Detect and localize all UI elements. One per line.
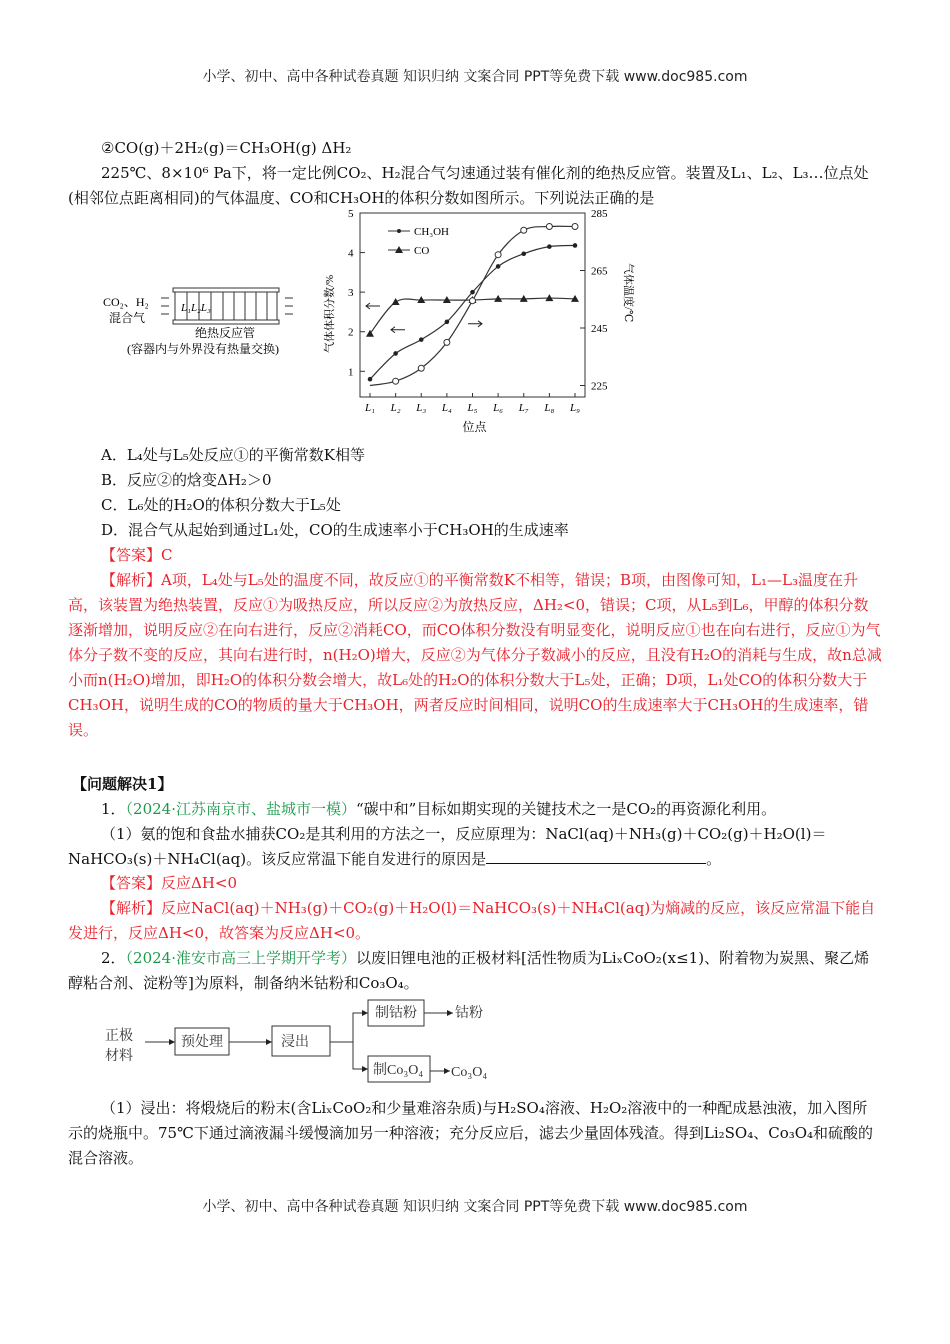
temperature-point	[572, 224, 578, 230]
reactor-note: (容器内与外界没有热量交换)	[127, 342, 279, 356]
analysis-1: 【解析】A项，L₄处与L₅处的温度不同，故反应①的平衡常数K不相等，错误；B项，由图像可知，L₁—L₃温度在升高，该装置为绝热装置，反应①为吸热反应，所以反应②为放热反应，ΔH₂<0，错误；C项，从L₅到L₆，甲醇的体积分数逐渐增加，说明反应②在向右进行，反应②消耗CO，而CO体积分数没有明显变化，说明反应①也在向右进行，反应①为气体分子数不变的反应，其向右进行时，n(H₂O)增大，反应②为气体分子数减小的反应，且没有H₂O的消耗与生成，故n总减小而n(H₂O)增加，即H₂O的体积分数会增大，故L₆处的H₂O的体积分数大于L₅处，正确；D项，L₁处CO的体积分数大于CH₃OH，说明生成的CO的物质的量大于CH₃OH，两者反应时间相同，说明CO的生成速率大于CH₃OH的生成速率，错误。	[68, 571, 882, 739]
option-b: B．反应②的焓变ΔH₂＞0	[101, 471, 272, 489]
q2-sub1: （1）浸出：将煅烧后的粉末(含LiₓCoO₂和少量难溶杂质)与H₂SO₄溶液、H₂O₂溶液中的一种配成悬浊液，加入图所示的烧瓶中。75℃下通过滴液漏斗缓慢滴加另一种溶液；充分反应后，滤去少量固体残渣。得到Li₂SO₄、Co₃O₄和硫酸的混合溶液。	[68, 1099, 874, 1167]
temperature-point	[521, 227, 527, 233]
y-tick-label: 3	[348, 287, 354, 300]
page-footer: 小学、初中、高中各种试卷真题 知识归纳 文案合同 PPT等免费下载 www.doc985.com	[202, 1199, 748, 1215]
legend-marker-ch3oh	[397, 229, 401, 233]
reactor-name: 绝热反应管	[195, 326, 256, 340]
series-line-0	[370, 245, 575, 379]
reactor-diagram	[95, 280, 315, 360]
q2-source: （2024·淮安市高三上学期开学考）	[125, 949, 356, 967]
temperature-point	[393, 378, 399, 384]
question-intro: 225℃、8×10⁶ Pa下，将一定比例CO₂、H₂混合气匀速通过装有催化剂的绝热反应管。装置及L₁、L₂、L₃…位点处(相邻位点距离相同)的气体温度、CO和CH₃OH的体积分数如图所示。下列说法正确的是	[68, 164, 869, 207]
temperature-point	[418, 365, 424, 371]
temperature-point	[495, 252, 501, 258]
x-tick-label: L₁	[365, 402, 375, 414]
flow-out-cobalt: 钴粉	[455, 1006, 483, 1021]
q1-number: 1．	[101, 800, 126, 818]
question-2	[68, 946, 882, 996]
option-a: A．L₄处与L₅处反应①的平衡常数K相等	[101, 446, 365, 464]
temperature-point	[470, 298, 476, 304]
axis-pointer-arrow	[468, 321, 482, 327]
ch3oh-point	[521, 251, 526, 256]
x-tick-label: L₂	[390, 402, 401, 414]
x-tick-label: L₃	[416, 402, 427, 414]
inlet-label-2: 混合气	[109, 311, 146, 325]
ch3oh-point	[496, 264, 501, 269]
flow-start-2: 材料	[105, 1049, 133, 1064]
y-tick-label: 4	[348, 247, 354, 260]
q2-stem: 以废旧锂电池的正极材料[活性物质为LiₓCoO₂(x≤1)、附着物为炭黑、聚乙烯醇粘合剂、淀粉等]为原料，制备纳米钴粉和Co₃O₄。	[68, 949, 870, 992]
ch3oh-point	[445, 320, 450, 325]
q1-stem: “碳中和”目标如期实现的关键技术之一是CO₂的再资源化利用。	[356, 800, 777, 818]
temperature-point	[444, 339, 450, 345]
y-tick-label: 1	[348, 366, 354, 379]
ch3oh-point	[419, 337, 424, 342]
ch3oh-point	[547, 244, 552, 249]
flow-step-pretreat: 预处理	[181, 1035, 223, 1050]
page-header: 小学、初中、高中各种试卷真题 知识归纳 文案合同 PPT等免费下载 www.doc985.com	[202, 69, 748, 85]
temperature-point	[546, 224, 552, 230]
y2-tick-label: 225	[591, 380, 608, 393]
y2-axis-label: 气体温度/℃	[622, 263, 634, 323]
x-tick-label: L₄	[441, 402, 452, 414]
axis-pointer-arrow	[391, 327, 405, 333]
flow-diagram	[95, 995, 515, 1087]
co-point	[392, 298, 400, 305]
position-labels: L₁L₂L₃	[181, 302, 211, 314]
q1-sub1-text: （1）氨的饱和食盐水捕获CO₂是其利用的方法之一，反应原理为：NaCl(aq)＋NH₃(g)＋CO₂(g)＋H₂O(l)＝NaHCO₃(s)＋NH₄Cl(aq)。该反应常温下能自发进行的原因是	[68, 825, 827, 868]
q1-analysis: 【解析】反应NaCl(aq)＋NH₃(g)＋CO₂(g)＋H₂O(l)＝NaHCO₃(s)＋NH₄Cl(aq)为熵减的反应，该反应常温下能自发进行，反应ΔH<0，故答案为反应ΔH<0。	[68, 899, 876, 942]
y2-tick-label: 265	[591, 265, 608, 278]
x-axis-label: 位点	[462, 420, 487, 434]
q2-number: 2．	[101, 949, 126, 967]
y2-tick-label: 285	[591, 208, 608, 220]
legend-label-ch3oh: CH₃OH	[414, 226, 450, 238]
option-d: D．混合气从起始到通过L₁处，CO的生成速率小于CH₃OH的生成速率	[101, 521, 569, 539]
flow-branch-co3o4: 制Co₃O₄	[373, 1063, 424, 1078]
reaction-2: ②CO(g)＋2H₂(g)＝CH₃OH(g) ΔH₂	[101, 139, 352, 157]
flow-step-leach: 浸出	[281, 1035, 309, 1050]
y-axis-label: 气体体积分数/%	[324, 274, 336, 353]
q1-sub1-end: 。	[706, 850, 722, 868]
q1-answer: 【答案】反应ΔH<0	[101, 874, 238, 892]
q1-source: （2024·江苏南京市、盐城市一模）	[125, 800, 356, 818]
q1-sub1	[68, 822, 882, 872]
inlet-label-1: CO₂、H₂	[103, 295, 149, 309]
ch3oh-point	[470, 290, 475, 295]
axis-pointer-arrow	[366, 303, 380, 309]
ch3oh-point	[573, 243, 578, 248]
flow-out-co3o4: Co₃O₄	[451, 1065, 488, 1080]
answer-blank[interactable]	[486, 849, 706, 864]
legend-label-co: CO	[414, 245, 430, 257]
section-title: 【问题解决1】	[72, 775, 173, 793]
option-c: C．L₆处的H₂O的体积分数大于L₅处	[101, 496, 341, 514]
question-1	[68, 797, 882, 822]
x-tick-label: L₆	[493, 402, 504, 414]
y-tick-label: 2	[348, 326, 354, 339]
y2-tick-label: 245	[591, 323, 608, 335]
flow-start-1: 正极	[105, 1029, 133, 1044]
ch3oh-point	[393, 351, 398, 356]
line-chart	[318, 205, 648, 437]
ch3oh-point	[368, 377, 373, 382]
x-tick-label: L₇	[518, 402, 529, 414]
x-tick-label: L₈	[544, 402, 555, 414]
x-tick-label: L₅	[467, 402, 478, 414]
x-tick-label: L₉	[570, 402, 580, 414]
flow-branch-cobalt: 制钴粉	[375, 1006, 417, 1021]
answer-1: 【答案】C	[101, 546, 173, 564]
y-tick-label: 5	[348, 208, 354, 220]
